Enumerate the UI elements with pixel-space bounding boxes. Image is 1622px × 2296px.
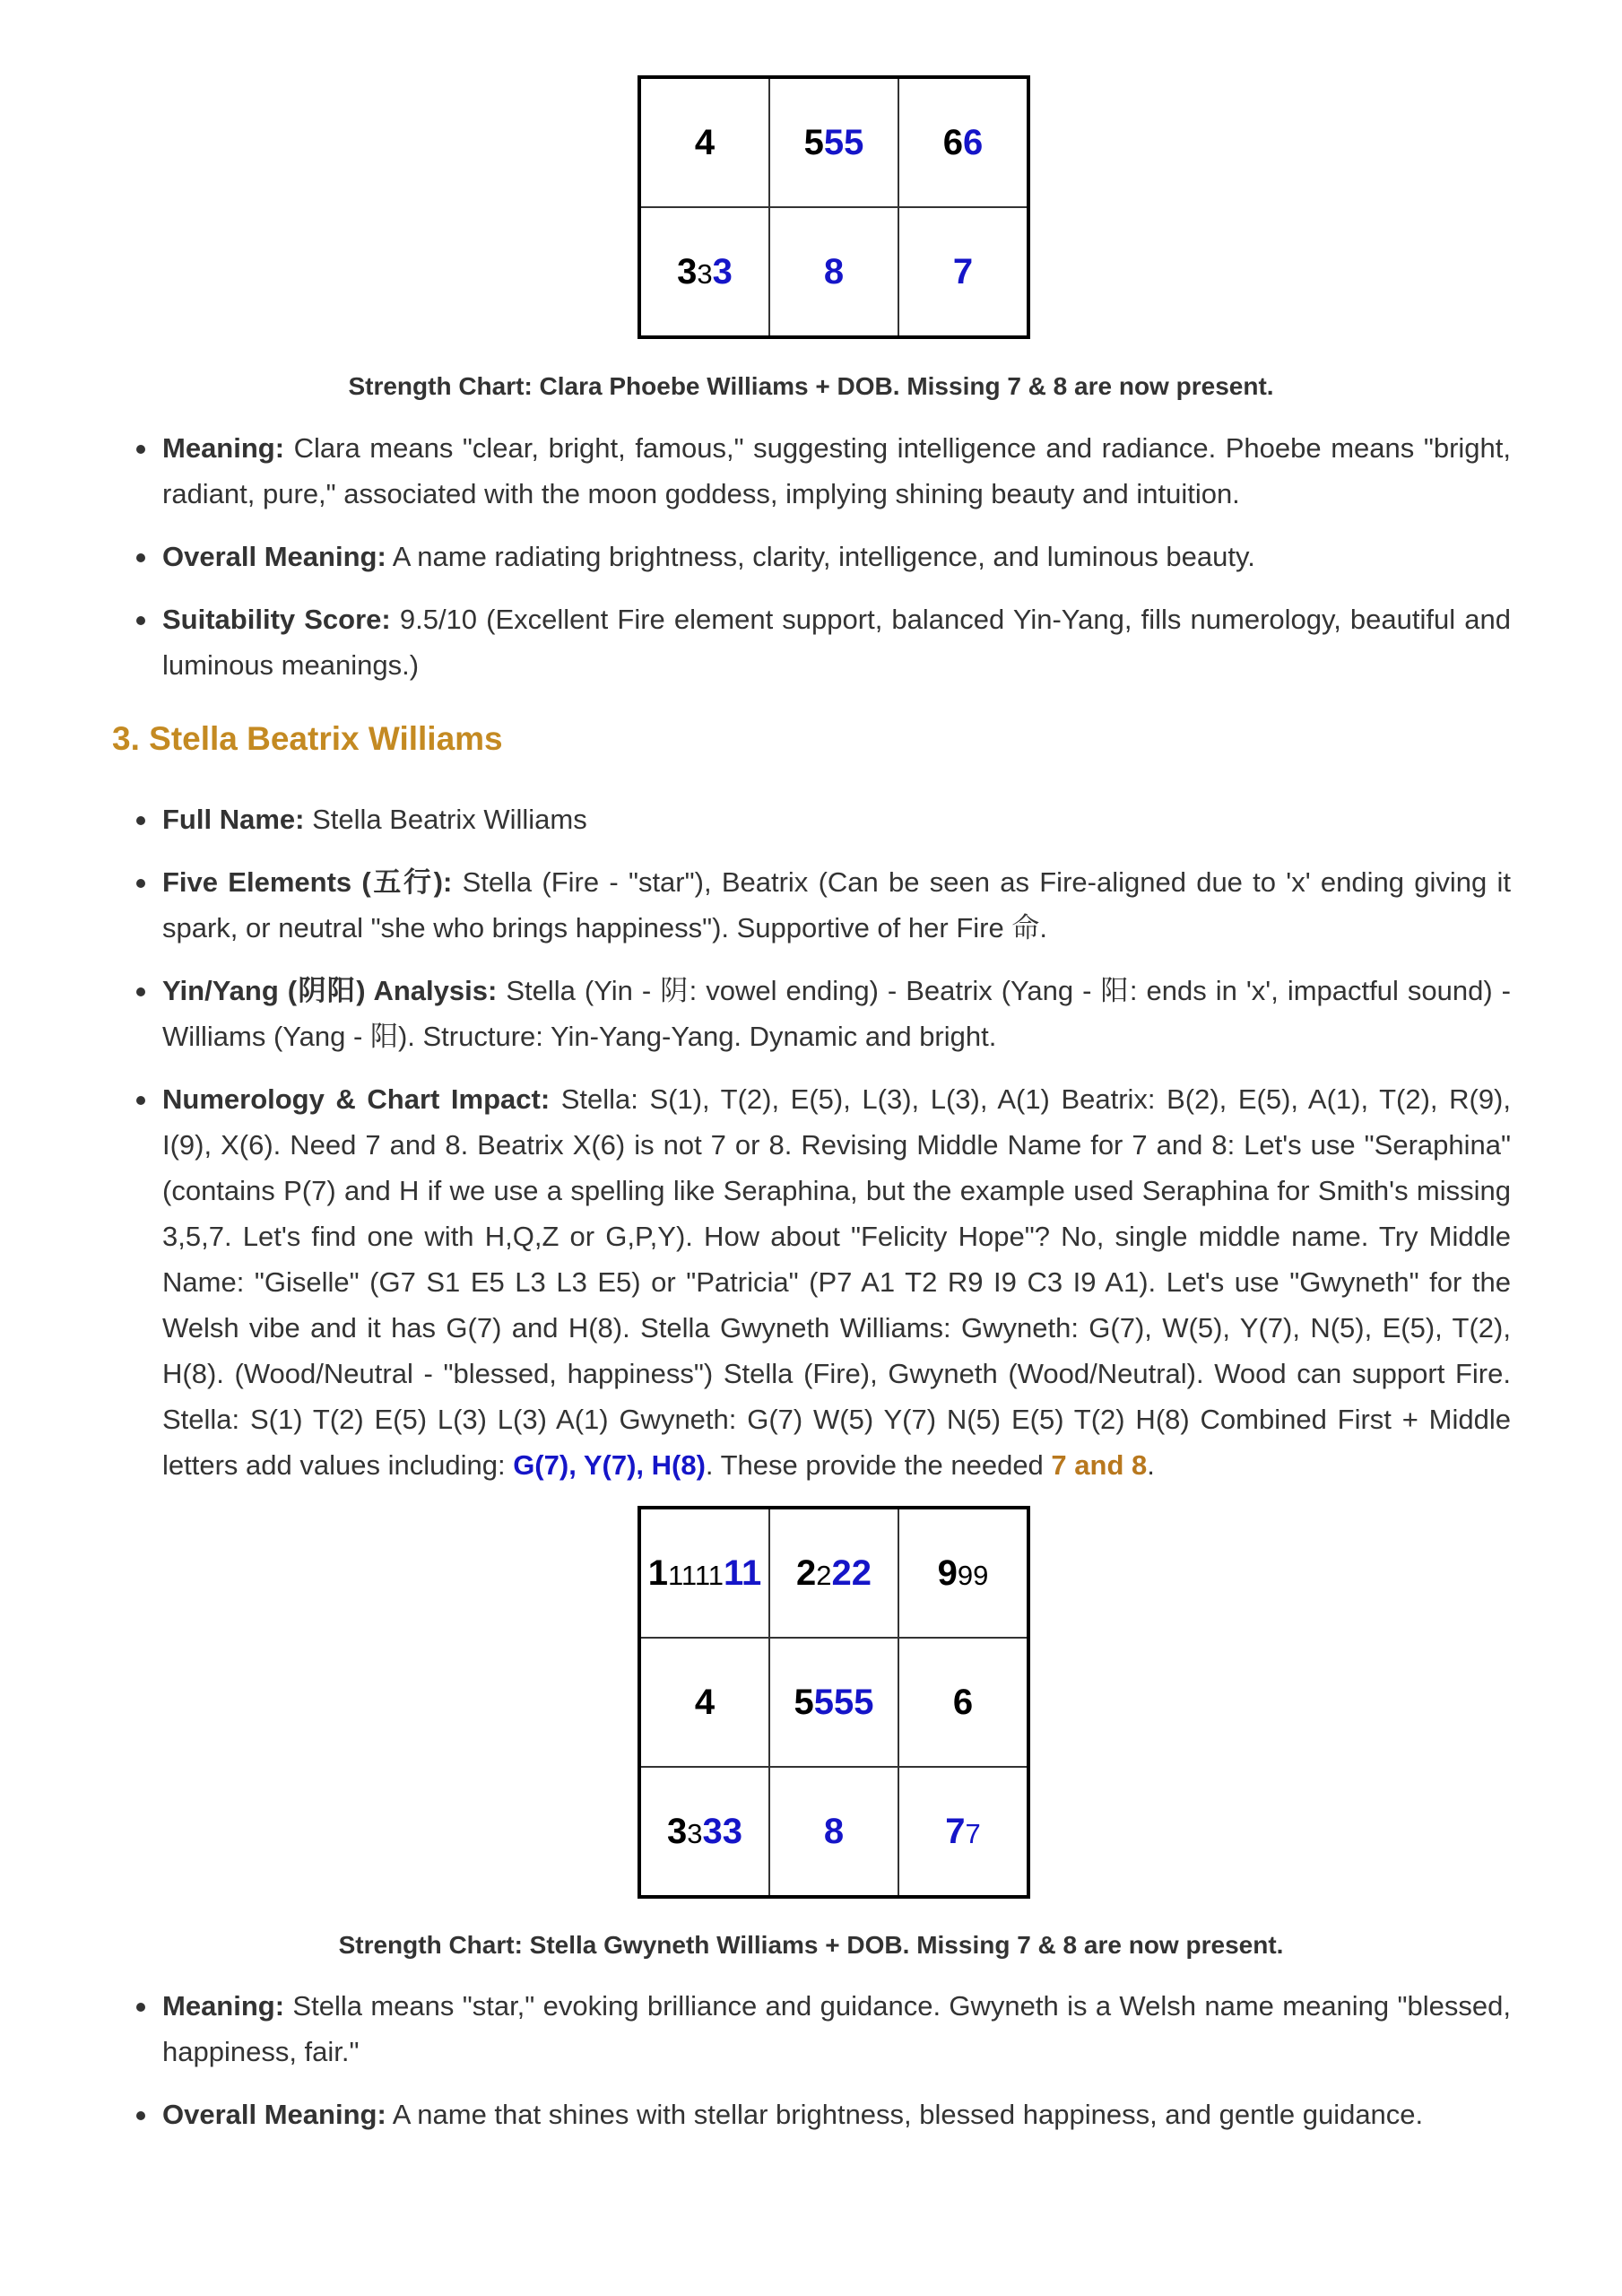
strength-chart-grid-2	[638, 1506, 1030, 1899]
numerology-item	[112, 1076, 1511, 1488]
list-item	[112, 968, 1511, 1059]
grid-cell	[898, 1638, 1028, 1767]
meaning-list-1	[112, 425, 1511, 705]
item-label: Full Name:	[162, 804, 305, 835]
grid-row	[639, 1508, 1028, 1638]
grid-digit: 6	[952, 1682, 974, 1722]
grid-digit: 22	[831, 1552, 872, 1593]
grid-digit: 5	[803, 122, 824, 162]
numerology-highlight-numbers: 7 and 8	[1051, 1449, 1148, 1481]
section-heading: 3. Stella Beatrix Williams	[112, 720, 503, 757]
grid-digit: 2	[816, 1559, 832, 1591]
grid-digit: 8	[823, 1811, 845, 1851]
item-text: 9.5/10 (Excellent Fire element support, balanced Yin-Yang, fills numerology, beautiful and luminous meanings.)	[162, 604, 1511, 681]
item-label: Five Elements (五行):	[162, 866, 453, 898]
meaning-list-2	[112, 1983, 1511, 2154]
grid-body	[639, 1508, 1028, 1897]
item-label: Meaning:	[162, 432, 285, 464]
grid-digit: 6	[963, 122, 984, 162]
grid-digit: 1	[647, 1552, 668, 1593]
numerology-highlight-letters: G(7), Y(7), H(8)	[513, 1449, 706, 1481]
grid-digit: 6	[942, 122, 963, 162]
grid-digit: 3	[712, 251, 733, 291]
item-label: Suitability Score:	[162, 604, 391, 635]
grid-digit: 7	[965, 1817, 981, 1849]
grid-row	[639, 1638, 1028, 1767]
grid-cell	[898, 1508, 1028, 1638]
grid-digit: 99	[957, 1559, 989, 1591]
chart-caption-2: Strength Chart: Stella Gwyneth Williams + DOB. Missing 7 & 8 are now present.	[338, 1931, 1284, 1959]
item-text: Clara means "clear, bright, famous," suggesting intelligence and radiance. Phoebe means "bright, radiant, pure," associated with the moon goddess, implying shining beauty and intuition.	[162, 432, 1511, 509]
grid-digit: 3	[687, 1817, 703, 1849]
numerology-text: Stella: S(1), T(2), E(5), L(3), L(3), A(1) Beatrix: B(2), E(5), A(1), T(2), R(9), I(9), X(6). Need 7 and 8. Beatrix X(6) is not 7 or 8. Revising Middle Name for 7 and 8: Let's use "Seraphina" (contains P(7) and H if we use a spelling like Seraphina, but the example used Seraphina for Smith's missing 3,5,7. Let's find one with H,Q,Z or G,P,Y). How about "Felicity Hope"? No, single middle name. Try Middle Name: "Giselle" (G7 S1 E5 L3 L3 E5) or "Patricia" (P7 A1 T2 R9 I9 C3 I9 A1). Let's use "Gwyneth" for the Welsh vibe and it has G(7) and H(8). Stella Gwyneth Williams: Gwyneth: G(7), W(5), Y(7), N(5), E(5), T(2), H(8). (Wood/Neutral - "blessed, happiness") Stella (Fire), Gwyneth (Wood/Neutral). Wood can support Fire. Stella: S(1) T(2) E(5) L(3) L(3) A(1) Gwyneth: G(7) W(5) Y(7) N(5) E(5) T(2) H(8) Combined First + Middle letters add values including:	[162, 1083, 1511, 1481]
grid-cell	[898, 1767, 1028, 1897]
list-item	[112, 425, 1511, 517]
grid-digit: 8	[823, 251, 845, 291]
grid-digit: 55	[823, 122, 864, 162]
grid-digit: 2	[796, 1552, 817, 1593]
grid-digit: 33	[702, 1811, 742, 1851]
list-item	[112, 859, 1511, 951]
grid-digit: 4	[694, 122, 716, 162]
grid-digit: 1111	[667, 1559, 724, 1591]
numerology-text-end: .	[1147, 1449, 1155, 1481]
strength-chart-grid-1	[638, 75, 1030, 339]
list-item	[112, 596, 1511, 688]
item-text: Stella means "star," evoking brilliance and guidance. Gwyneth is a Welsh name meaning "blessed, happiness, fair."	[162, 1990, 1511, 2067]
grid-cell	[639, 1508, 769, 1638]
numerology-label: Numerology & Chart Impact:	[162, 1083, 551, 1115]
item-text: Stella (Fire - "star"), Beatrix (Can be seen as Fire-aligned due to 'x' ending giving it spark, or neutral "she who brings happiness"). Supportive of her Fire 命.	[162, 866, 1512, 944]
list-item	[112, 796, 1511, 842]
list-item	[112, 2092, 1511, 2137]
grid-digit: 7	[945, 1811, 966, 1851]
grid-digit: 3	[697, 257, 713, 290]
grid-cell	[639, 207, 769, 337]
grid-cell	[898, 77, 1028, 207]
list-item	[112, 534, 1511, 579]
item-text: A name radiating brightness, clarity, intelligence, and luminous beauty.	[386, 541, 1255, 572]
grid-cell	[769, 1638, 898, 1767]
grid-digit: 9	[937, 1552, 958, 1593]
grid-digit: 11	[724, 1552, 762, 1593]
grid-body	[639, 77, 1028, 337]
details-list	[112, 796, 1511, 1505]
grid-cell	[639, 77, 769, 207]
grid-row	[639, 1767, 1028, 1897]
grid-cell	[639, 1767, 769, 1897]
grid-row	[639, 207, 1028, 337]
grid-cell	[639, 1638, 769, 1767]
grid-cell	[769, 1767, 898, 1897]
grid-digit: 5	[794, 1682, 814, 1722]
grid-digit: 555	[813, 1682, 874, 1722]
item-text: Stella Beatrix Williams	[304, 804, 587, 835]
item-label: Yin/Yang (阴阳) Analysis:	[162, 975, 498, 1006]
numerology-text-mid: . These provide the needed	[705, 1449, 1052, 1481]
item-label: Overall Meaning:	[162, 541, 386, 572]
item-text: A name that shines with stellar brightness, blessed happiness, and gentle guidance.	[386, 2099, 1424, 2130]
grid-cell	[769, 77, 898, 207]
grid-cell	[769, 207, 898, 337]
grid-cell	[769, 1508, 898, 1638]
item-label: Meaning:	[162, 1990, 285, 2022]
grid-row	[639, 77, 1028, 207]
chart-caption-1: Strength Chart: Clara Phoebe Williams + DOB. Missing 7 & 8 are now present.	[348, 372, 1274, 400]
grid-digit: 3	[677, 251, 698, 291]
grid-cell	[898, 207, 1028, 337]
grid-digit: 3	[667, 1811, 688, 1851]
grid-digit: 4	[694, 1682, 716, 1722]
item-label: Overall Meaning:	[162, 2099, 386, 2130]
grid-digit: 7	[952, 251, 974, 291]
list-item	[112, 1983, 1511, 2074]
item-text: Stella (Yin - 阴: vowel ending) - Beatrix (Yang - 阳: ends in 'x', impactful sound) - Williams (Yang - 阳). Structure: Yin-Yang-Yang. Dynamic and bright.	[162, 975, 1511, 1052]
